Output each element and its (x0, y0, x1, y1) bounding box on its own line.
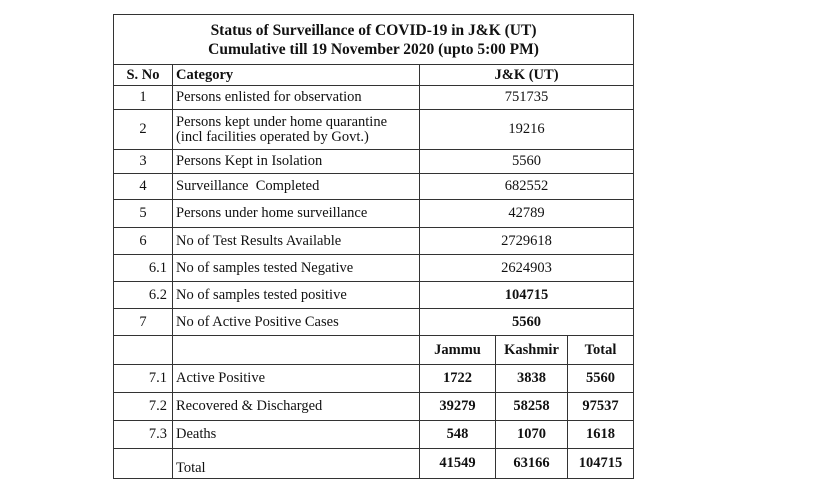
table-row (114, 110, 634, 150)
table-row (114, 309, 634, 336)
row-value: 42789 (420, 200, 634, 228)
empty-cell (173, 336, 420, 365)
total-total: 104715 (568, 449, 634, 479)
sub-header-total: Total (568, 336, 634, 365)
row-sno: 7.1 (114, 365, 173, 393)
header-category: Category (173, 65, 420, 86)
row-category: Persons Kept in Isolation (173, 150, 420, 174)
sub-header-row (114, 336, 634, 365)
row-category: No of Test Results Available (173, 228, 420, 255)
sub-header-kashmir: Kashmir (496, 336, 568, 365)
row-total: 5560 (568, 365, 634, 393)
table-row (114, 200, 634, 228)
row-jammu: 39279 (420, 393, 496, 421)
row-category: Persons enlisted for observation (173, 86, 420, 110)
row-category: No of samples tested Negative (173, 255, 420, 282)
row-sno: 1 (114, 86, 173, 110)
row-category: Recovered & Discharged (173, 393, 420, 421)
sub-table-row (114, 421, 634, 449)
total-kashmir: 63166 (496, 449, 568, 479)
row-value: 5560 (420, 309, 634, 336)
table-row (114, 86, 634, 110)
table-row (114, 174, 634, 200)
surveillance-table (113, 14, 634, 479)
row-category: Persons under home surveillance (173, 200, 420, 228)
table-row (114, 282, 634, 309)
row-category-line-2: (incl facilities operated by Govt.) (176, 128, 369, 145)
row-total: 97537 (568, 393, 634, 421)
row-value: 19216 (420, 110, 634, 150)
row-jammu: 1722 (420, 365, 496, 393)
title-line-1: Status of Surveillance of COVID-19 in J&K (UT) (210, 21, 537, 39)
row-category: Deaths (173, 421, 420, 449)
row-sno: 7.3 (114, 421, 173, 449)
row-sno: 4 (114, 174, 173, 200)
row-jammu: 548 (420, 421, 496, 449)
sub-table-row (114, 365, 634, 393)
header-row (114, 65, 634, 86)
title-line-2: Cumulative till 19 November 2020 (upto 5:00 PM) (208, 40, 539, 58)
total-label: Total (173, 449, 420, 479)
row-sno: 2 (114, 110, 173, 150)
table-title (114, 15, 634, 65)
row-category: Active Positive (173, 365, 420, 393)
row-sno: 5 (114, 200, 173, 228)
table-row (114, 255, 634, 282)
row-value: 682552 (420, 174, 634, 200)
row-sno: 3 (114, 150, 173, 174)
row-kashmir: 1070 (496, 421, 568, 449)
row-value: 2729618 (420, 228, 634, 255)
sub-header-jammu: Jammu (420, 336, 496, 365)
row-category (173, 110, 420, 150)
table-row (114, 228, 634, 255)
total-jammu: 41549 (420, 449, 496, 479)
row-value: 751735 (420, 86, 634, 110)
row-sno: 7 (114, 309, 173, 336)
header-sno: S. No (114, 65, 173, 86)
row-sno: 6 (114, 228, 173, 255)
empty-cell (114, 449, 173, 479)
row-kashmir: 3838 (496, 365, 568, 393)
title-row (114, 15, 634, 65)
row-value: 2624903 (420, 255, 634, 282)
row-category-line-1: Persons kept under home quarantine (176, 113, 388, 130)
row-value: 104715 (420, 282, 634, 309)
total-row (114, 449, 634, 479)
sub-table-row (114, 393, 634, 421)
row-category: No of Active Positive Cases (173, 309, 420, 336)
empty-cell (114, 336, 173, 365)
row-category: Surveillance Completed (173, 174, 420, 200)
header-value: J&K (UT) (420, 65, 634, 86)
row-value: 5560 (420, 150, 634, 174)
table-row (114, 150, 634, 174)
row-sno: 6.2 (114, 282, 173, 309)
row-total: 1618 (568, 421, 634, 449)
row-sno: 6.1 (114, 255, 173, 282)
row-sno: 7.2 (114, 393, 173, 421)
row-kashmir: 58258 (496, 393, 568, 421)
row-category: No of samples tested positive (173, 282, 420, 309)
